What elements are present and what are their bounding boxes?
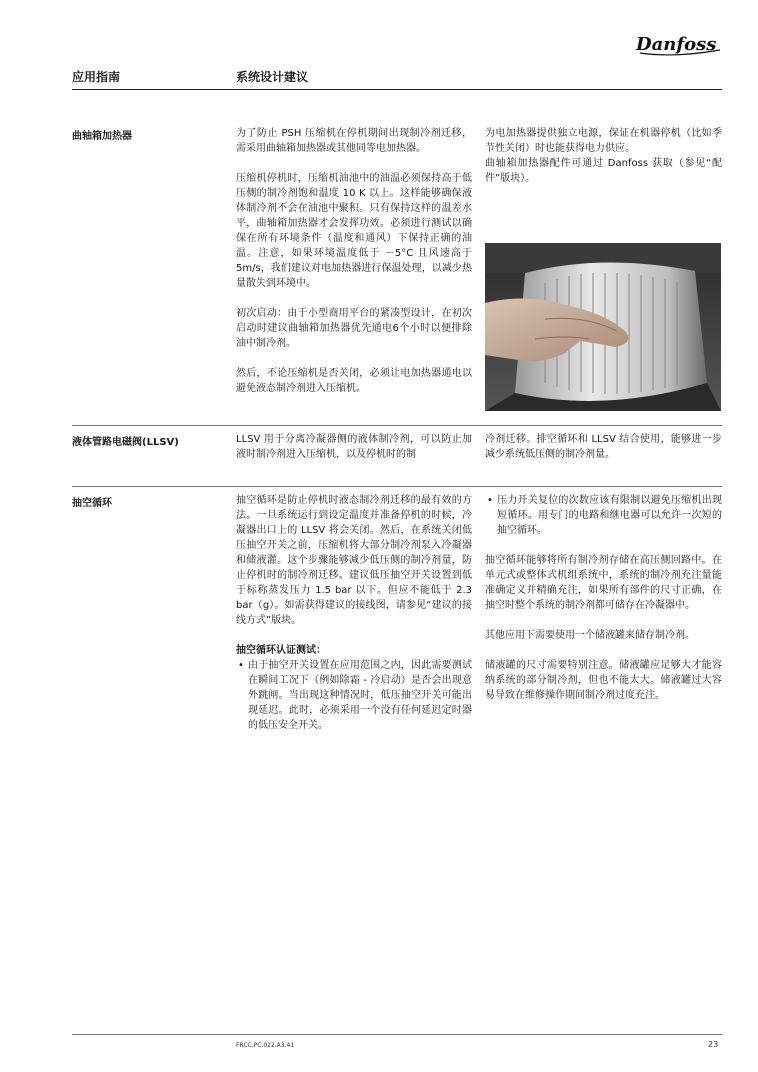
crankcase-para-4: 然后，不论压缩机是否关闭，必须让电加热器通电以避免液态制冷剂进入压缩机。 <box>236 368 472 394</box>
crankcase-heater-photo <box>485 243 721 411</box>
pumpdown-right-para-1: 抽空循环能够将所有制冷剂存储在高压侧回路中。在单元式或整体式机组系统中，系统的制冷剂充注量能准确定义并精确充注，如果所有部件的尺寸正确，在抽空时整个系统的制冷剂都可储存在冷凝器中。 <box>485 555 722 611</box>
pumpdown-intro: 抽空循环是防止停机时液态制冷剂迁移的最有效的方法。一旦系统运行到设定温度并准备停机的时候，冷凝器出口上的 LLSV 将会关闭。然后，在系统关闭低压抽空开关之前，压缩机将大部分制冷剂泵入冷凝器和储液灌。这个步骤能够减少低压侧的制冷剂量，防止停机时的制冷剂迁移。建议低压抽空开关设置到低于标称蒸发压力 1.5 bar 以下。但应不能低于 2.3 bar（g）。如需获得建议的接线图，请参见“建议的接线方式”版块。 <box>236 495 472 626</box>
crankcase-right-column <box>485 126 722 186</box>
footer-doc-code: FRCC.PC.022.A3.41 <box>236 1042 295 1049</box>
header-divider <box>72 89 722 90</box>
llsv-left-column <box>236 432 472 462</box>
svg-text:Danfoss: Danfoss <box>636 34 717 55</box>
pumpdown-right-para-2: 其他应用下需要使用一个储液罐来储存制冷剂。 <box>485 630 695 641</box>
crankcase-para-3: 初次启动：由于小型商用平台的紧凑型设计，在初次启动时建议曲轴箱加热器优先通电6个小时以便排除油中制冷剂。 <box>236 308 472 349</box>
crankcase-para-1: 为了防止 PSH 压缩机在停机期间出现制冷剂迁移，需采用曲轴箱加热器或其他同等电加热器。 <box>236 128 472 154</box>
pumpdown-right-column <box>485 493 722 703</box>
crankcase-left-column <box>236 126 472 396</box>
llsv-right-column <box>485 432 722 462</box>
crankcase-right-para-2: 曲轴箱加热器配件可通过 Danfoss 获取（参见“配件”版块）。 <box>485 158 722 184</box>
header-section-label: 系统设计建议 <box>236 70 309 84</box>
llsv-right-text: 冷剂迁移。排空循环和 LLSV 结合使用，能够进一步减少系统低压侧的制冷剂量。 <box>485 434 722 460</box>
pumpdown-right-bullet: • 压力开关复位的次数应该有限制以避免压缩机出现短循环。用专门的电路和继电器可以允许一次短的抽空循环。 <box>497 493 722 538</box>
pumpdown-test-bullet: • 由于抽空开关设置在应用范围之内，因此需要测试在瞬间工况下（例如除霜 - 冷启动）是否会出现意外跳闸。当出现这种情况时，低压抽空开关可能出现延迟。此时，必须采用一个没有任何延迟定时器的低压安全开关。 <box>248 658 472 733</box>
section-title-pumpdown: 抽空循环 <box>72 498 112 509</box>
section-title-llsv: 液体管路电磁阀(LLSV) <box>72 437 179 448</box>
llsv-left-text: LLSV 用于分离冷凝器侧的液体制冷剂，可以防止加液时制冷剂进入压缩机，以及停机时的制 <box>236 434 472 460</box>
pumpdown-left-column <box>236 493 472 733</box>
footer-page-number: 23 <box>708 1040 719 1049</box>
footer-divider <box>72 1034 722 1035</box>
pumpdown-test-heading: 抽空循环认证测试： <box>236 645 326 656</box>
divider-pumpdown <box>72 486 722 487</box>
header-guide-label: 应用指南 <box>72 70 121 84</box>
pumpdown-test-list <box>236 658 472 733</box>
divider-llsv <box>72 425 722 426</box>
crankcase-para-2: 压缩机停机时，压缩机油池中的油温必须保持高于低压侧的制冷剂饱和温度 10 K 以上。这样能够确保液体制冷剂不会在油池中聚积。只有保持这样的温差水平，曲轴箱加热器才会发挥功效。必须进行测试以确保在所有环境条件（温度和通风）下保持正确的油温。注意，如果环境温度低于 －5°C 且风速高于 5m/s，我们建议对电加热器进行保温处理，以减少热量散失到环境中。 <box>236 173 472 289</box>
danfoss-logo <box>634 28 724 62</box>
section-title-crankcase: 曲轴箱加热器 <box>72 131 132 142</box>
crankcase-right-para-1: 为电加热器提供独立电源，保证在机器停机（比如季节性关闭）时也能获得电力供应。 <box>485 128 722 154</box>
pumpdown-right-list <box>485 493 722 538</box>
pumpdown-right-para-3: 储液罐的尺寸需要特别注意。储液罐应足够大才能容纳系统的部分制冷剂，但也不能太大。储液罐过大容易导致在维修操作期间制冷剂过度充注。 <box>485 660 722 701</box>
